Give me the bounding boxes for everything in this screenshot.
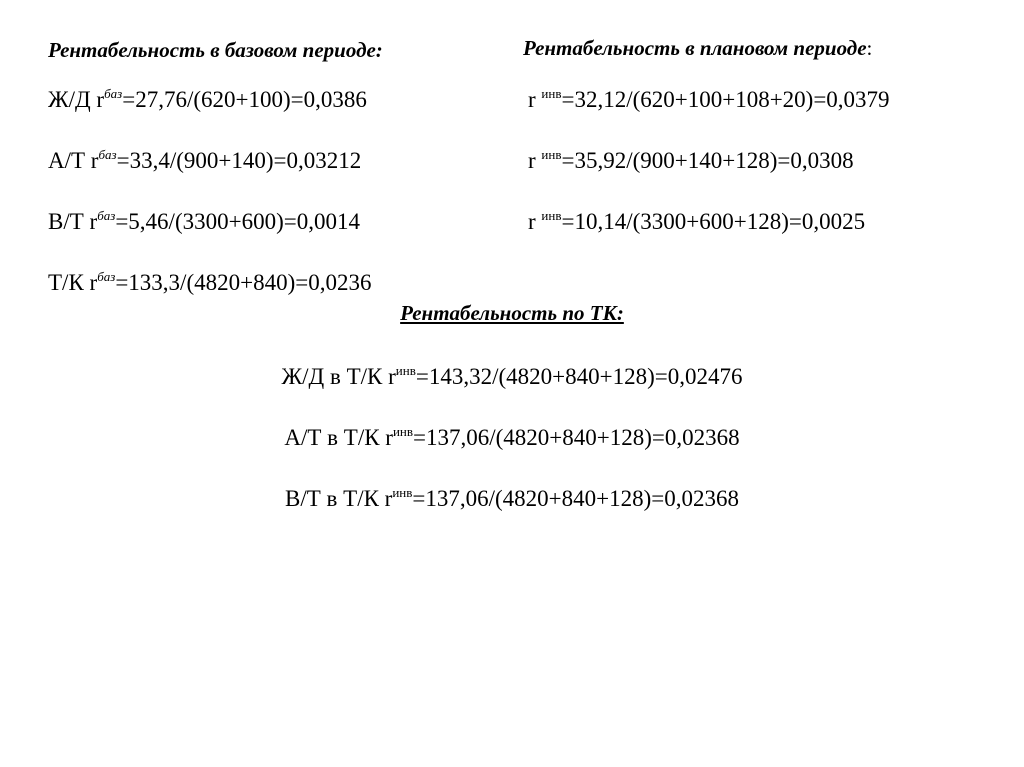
formula-expression: =133,3/(4820+840)=0,0236 <box>115 270 372 295</box>
formula-superscript: баз <box>97 208 116 223</box>
plan-formula-rail <box>528 88 890 111</box>
formula-superscript: инв <box>541 208 562 223</box>
formula-prefix: r <box>528 209 542 234</box>
tk-formula-auto <box>0 426 1024 449</box>
base-period-heading <box>48 40 383 61</box>
formula-expression: =137,06/(4820+840+128)=0,02368 <box>413 425 740 450</box>
base-formula-water <box>48 210 360 233</box>
base-period-heading-text: Рентабельность в базовом периоде: <box>48 38 383 62</box>
formula-prefix: r <box>528 87 542 112</box>
formula-expression: =27,76/(620+100)=0,0386 <box>122 87 367 112</box>
formula-prefix: r <box>528 148 542 173</box>
plan-period-heading-colon: : <box>866 36 873 60</box>
tk-formula-water <box>0 487 1024 510</box>
base-formula-tk <box>48 271 371 294</box>
formula-prefix: Ж/Д в Т/К r <box>281 364 396 389</box>
tk-heading-text: Рентабельность по ТК: <box>400 301 624 325</box>
formula-expression: =5,46/(3300+600)=0,0014 <box>115 209 360 234</box>
base-formula-auto <box>48 149 361 172</box>
formula-superscript: баз <box>104 86 123 101</box>
plan-period-heading <box>523 38 872 59</box>
formula-superscript: баз <box>98 147 117 162</box>
tk-heading <box>0 303 1024 324</box>
plan-period-heading-text: Рентабельность в плановом периоде <box>523 36 867 60</box>
formula-prefix: А/Т r <box>48 148 99 173</box>
plan-formula-auto <box>528 149 854 172</box>
formula-superscript: инв <box>392 485 413 500</box>
formula-prefix: Т/К r <box>48 270 98 295</box>
formula-expression: =143,32/(4820+840+128)=0,02476 <box>415 364 743 389</box>
formula-expression: =32,12/(620+100+108+20)=0,0379 <box>561 87 890 112</box>
base-formula-rail <box>48 88 367 111</box>
formula-superscript: инв <box>392 424 414 439</box>
formula-expression: =33,4/(900+140)=0,03212 <box>116 148 362 173</box>
formula-superscript: инв <box>541 86 562 101</box>
formula-expression: =35,92/(900+140+128)=0,0308 <box>561 148 854 173</box>
formula-superscript: инв <box>395 363 416 378</box>
formula-prefix: В/Т r <box>48 209 98 234</box>
formula-superscript: баз <box>97 269 116 284</box>
plan-formula-water <box>528 210 865 233</box>
formula-prefix: А/Т в Т/К r <box>284 425 393 450</box>
formula-prefix: В/Т в Т/К r <box>285 486 393 511</box>
formula-superscript: инв <box>541 147 562 162</box>
formula-expression: =10,14/(3300+600+128)=0,0025 <box>561 209 866 234</box>
tk-formula-rail <box>0 365 1024 388</box>
formula-prefix: Ж/Д r <box>48 87 105 112</box>
formula-expression: =137,06/(4820+840+128)=0,02368 <box>412 486 739 511</box>
